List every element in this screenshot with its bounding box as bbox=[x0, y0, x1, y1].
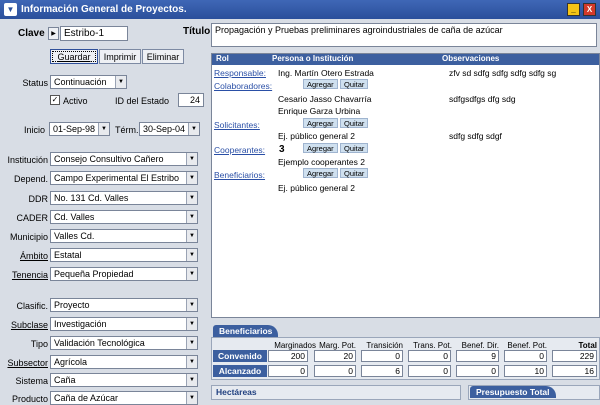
presupuesto-tab[interactable]: Presupuesto Total bbox=[470, 386, 556, 398]
tipo-value: Validación Tecnológica bbox=[54, 338, 145, 348]
ddr-label: DDR bbox=[28, 194, 48, 204]
role-colaboradores-link[interactable]: Colaboradores: bbox=[214, 81, 273, 91]
convenido-transicion[interactable]: 0 bbox=[361, 350, 403, 362]
cader-label: CADER bbox=[16, 213, 48, 223]
convenido-trans-pot[interactable]: 0 bbox=[408, 350, 451, 362]
chevron-down-icon: ▼ bbox=[186, 172, 197, 184]
grid-header-rol: Rol bbox=[216, 54, 229, 63]
clasificacion-value: Proyecto bbox=[54, 300, 90, 310]
status-select[interactable] bbox=[50, 75, 127, 89]
solicitante-1-name: Ej. público general 2 bbox=[278, 131, 356, 141]
window-menu-icon[interactable]: ▼ bbox=[4, 3, 17, 16]
clave-input[interactable]: Estribo-1 bbox=[60, 26, 128, 41]
colaborador-1-name: Cesario Jasso Chavarría bbox=[278, 94, 372, 104]
municipio-select[interactable] bbox=[50, 229, 198, 243]
convenido-benef-dir[interactable]: 9 bbox=[456, 350, 499, 362]
dependencia-select[interactable] bbox=[50, 171, 198, 185]
chevron-down-icon: ▼ bbox=[186, 318, 197, 330]
col-total: Total bbox=[578, 341, 597, 350]
responsable-agregar-button[interactable]: Agregar bbox=[303, 79, 338, 89]
subsector-label: Subsector bbox=[7, 358, 48, 368]
chevron-down-icon: ▼ bbox=[186, 211, 197, 223]
colaborador-1-obs: sdfgsdfgs dfg sdg bbox=[449, 94, 516, 104]
id-estado-label: ID del Estado bbox=[115, 96, 170, 106]
convenido-marginados[interactable]: 200 bbox=[268, 350, 308, 362]
solicitantes-agregar-button[interactable]: Agregar bbox=[303, 143, 338, 153]
subclase-label: Subclase bbox=[10, 320, 48, 330]
dependencia-label: Depend. bbox=[13, 174, 48, 184]
cader-value: Cd. Valles bbox=[54, 212, 95, 222]
chevron-down-icon: ▼ bbox=[186, 192, 197, 204]
colaboradores-quitar-button[interactable]: Quitar bbox=[340, 118, 368, 128]
producto-select[interactable] bbox=[50, 391, 198, 405]
responsable-quitar-button[interactable]: Quitar bbox=[340, 79, 368, 89]
col-trans-pot: Trans. Pot. bbox=[413, 341, 452, 350]
id-estado-input[interactable]: 24 bbox=[178, 93, 204, 107]
chevron-down-icon: ▼ bbox=[186, 392, 197, 404]
ddr-select[interactable] bbox=[50, 191, 198, 205]
convenido-total: 229 bbox=[552, 350, 597, 362]
ambito-select[interactable] bbox=[50, 248, 198, 262]
responsable-name: Ing. Martín Otero Estrada bbox=[278, 68, 374, 78]
tenencia-select[interactable] bbox=[50, 267, 198, 281]
ambito-value: Estatal bbox=[54, 250, 82, 260]
grid-header-obs: Observaciones bbox=[442, 54, 500, 63]
alcanzado-trans-pot[interactable]: 0 bbox=[408, 365, 451, 377]
municipio-value: Valles Cd. bbox=[54, 231, 95, 241]
row-convenido-label: Convenido bbox=[213, 350, 267, 362]
subsector-select[interactable] bbox=[50, 355, 198, 369]
chevron-down-icon: ▼ bbox=[186, 337, 197, 349]
minimize-button[interactable]: _ bbox=[567, 3, 580, 16]
alcanzado-total: 16 bbox=[552, 365, 597, 377]
subclase-select[interactable] bbox=[50, 317, 198, 331]
colaborador-2-name: Enrique Garza Urbina bbox=[278, 106, 361, 116]
participants-grid bbox=[211, 53, 600, 318]
producto-value: Caña de Azúcar bbox=[54, 393, 119, 403]
inicio-value: 01-Sep-98 bbox=[53, 124, 96, 134]
institucion-label: Institución bbox=[7, 155, 48, 165]
municipio-label: Municipio bbox=[9, 232, 48, 242]
titulo-input[interactable]: Propagación y Pruebas preliminares agroindustriales de caña de azúcar bbox=[211, 23, 597, 47]
chevron-down-icon: ▼ bbox=[115, 76, 126, 88]
colaboradores-agregar-button[interactable]: Agregar bbox=[303, 118, 338, 128]
chevron-down-icon: ▼ bbox=[186, 299, 197, 311]
tenencia-label: Tenencia bbox=[11, 270, 48, 280]
subsector-value: Agrícola bbox=[54, 357, 88, 367]
responsable-obs: zfv sd sdfg sdfg sdfg sdfg sg bbox=[449, 68, 557, 78]
chevron-down-icon: ▼ bbox=[98, 123, 109, 135]
chevron-down-icon: ▼ bbox=[188, 123, 199, 135]
alcanzado-marginados[interactable]: 0 bbox=[268, 365, 308, 377]
imprimir-button[interactable] bbox=[99, 49, 141, 64]
guardar-label: Guardar bbox=[57, 51, 91, 62]
activo-label: Activo bbox=[63, 96, 88, 106]
role-solicitantes-link[interactable]: Solicitantes: bbox=[214, 120, 260, 130]
chevron-down-icon: ▼ bbox=[186, 356, 197, 368]
convenido-marg-pot[interactable]: 20 bbox=[314, 350, 356, 362]
col-benef-pot: Benef. Pot. bbox=[507, 341, 547, 350]
beneficiarios-tab[interactable]: Beneficiarios bbox=[213, 325, 278, 337]
producto-label: Producto bbox=[11, 394, 48, 404]
col-marg-pot: Marg. Pot. bbox=[319, 341, 356, 350]
eliminar-button[interactable] bbox=[142, 49, 184, 64]
dependencia-value: Campo Experimental El Estribo bbox=[54, 173, 180, 183]
cader-select[interactable] bbox=[50, 210, 198, 224]
ddr-value: No. 131 Cd. Valles bbox=[54, 193, 129, 203]
tipo-select[interactable] bbox=[50, 336, 198, 350]
institucion-value: Consejo Consultivo Cañero bbox=[54, 154, 164, 164]
clave-label: Clave bbox=[18, 28, 45, 39]
alcanzado-marg-pot[interactable]: 0 bbox=[314, 365, 356, 377]
cooperantes-quitar-button[interactable]: Quitar bbox=[340, 168, 368, 178]
solicitante-1-obs: sdfg sdfg sdgf bbox=[449, 131, 502, 141]
termino-label: Térm. bbox=[115, 125, 139, 135]
chevron-down-icon: ▼ bbox=[186, 268, 197, 280]
inicio-label: Inicio bbox=[24, 125, 46, 135]
titulo-label: Título bbox=[183, 26, 211, 37]
col-transicion: Transición bbox=[366, 341, 403, 350]
cooperantes-count: 3 bbox=[279, 144, 285, 155]
cooperante-1-name: Ejemplo cooperantes 2 bbox=[278, 157, 365, 167]
activo-checkbox[interactable]: ✓ bbox=[51, 95, 59, 104]
status-value: Continuación bbox=[54, 77, 107, 87]
clave-selector-arrow-icon[interactable]: ▶ bbox=[48, 27, 59, 40]
cooperantes-agregar-button[interactable]: Agregar bbox=[303, 168, 338, 178]
window-title: Información General de Proyectos. bbox=[21, 4, 187, 15]
tipo-label: Tipo bbox=[30, 339, 48, 349]
hectareas-tab[interactable]: Hectáreas bbox=[216, 387, 257, 397]
imprimir-label: Imprimir bbox=[103, 51, 137, 62]
alcanzado-benef-dir[interactable]: 0 bbox=[456, 365, 499, 377]
eliminar-label: Eliminar bbox=[146, 51, 180, 62]
row-alcanzado-label: Alcanzado bbox=[213, 365, 267, 377]
clasificacion-select[interactable] bbox=[50, 298, 198, 312]
role-cooperantes-link[interactable]: Cooperantes: bbox=[214, 145, 266, 155]
tenencia-value: Pequeña Propiedad bbox=[54, 269, 134, 279]
inicio-select[interactable] bbox=[49, 122, 110, 136]
grid-header-persona: Persona o Institución bbox=[272, 54, 354, 63]
window-titlebar bbox=[0, 0, 600, 19]
chevron-down-icon: ▼ bbox=[186, 230, 197, 242]
sistema-value: Caña bbox=[54, 375, 76, 385]
alcanzado-benef-pot[interactable]: 10 bbox=[504, 365, 547, 377]
guardar-button[interactable] bbox=[50, 49, 98, 64]
solicitantes-quitar-button[interactable]: Quitar bbox=[340, 143, 368, 153]
clasificacion-label: Clasific. bbox=[16, 301, 48, 311]
subclase-value: Investigación bbox=[54, 319, 107, 329]
chevron-down-icon: ▼ bbox=[186, 153, 197, 165]
termino-select[interactable] bbox=[139, 122, 200, 136]
chevron-down-icon: ▼ bbox=[186, 374, 197, 386]
convenido-benef-pot[interactable]: 0 bbox=[504, 350, 547, 362]
institucion-select[interactable] bbox=[50, 152, 198, 166]
termino-value: 30-Sep-04 bbox=[143, 124, 186, 134]
ambito-label: Ámbito bbox=[19, 251, 48, 261]
beneficiario-1-name: Ej. público general 2 bbox=[278, 183, 356, 193]
sistema-label: Sistema bbox=[15, 376, 48, 386]
chevron-down-icon: ▼ bbox=[186, 249, 197, 261]
role-beneficiarios-link[interactable]: Beneficiarios: bbox=[214, 170, 266, 180]
sistema-select[interactable] bbox=[50, 373, 198, 387]
col-benef-dir: Benef. Dir. bbox=[461, 341, 499, 350]
close-button[interactable]: X bbox=[583, 3, 596, 16]
col-marginados: Marginados bbox=[274, 341, 316, 350]
status-label: Status bbox=[22, 78, 48, 88]
role-responsable-link[interactable]: Responsable: bbox=[214, 68, 266, 78]
alcanzado-transicion[interactable]: 6 bbox=[361, 365, 403, 377]
grid-header bbox=[212, 54, 599, 65]
